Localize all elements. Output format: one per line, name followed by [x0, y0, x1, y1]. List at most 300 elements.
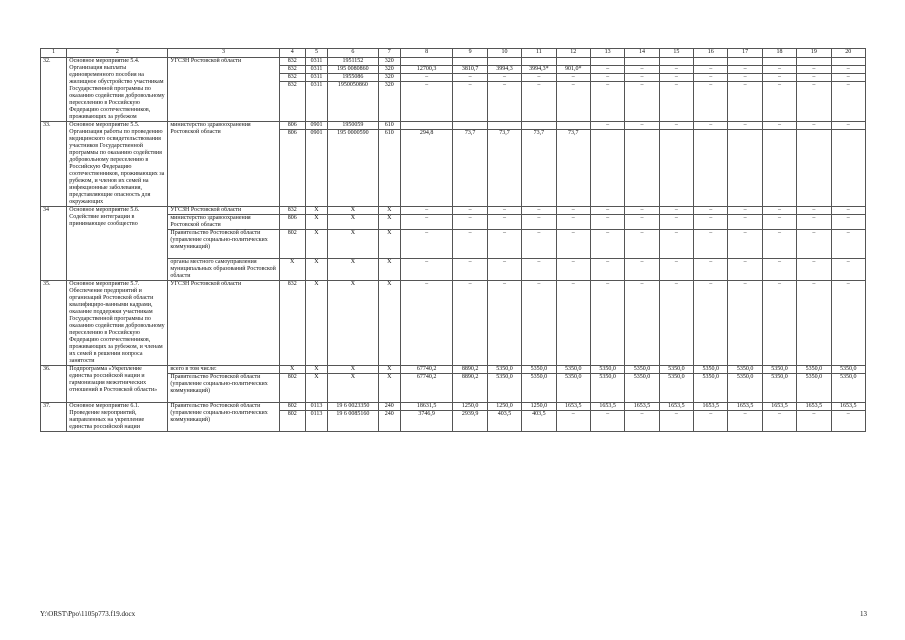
amount-value: – [778, 207, 781, 213]
c5-value: X [306, 373, 327, 402]
value-cell [400, 122, 453, 207]
value-cell [556, 366, 590, 403]
amount-value: 5350,0 [702, 366, 719, 372]
amount-value: 5350,0 [557, 373, 590, 402]
value-cell [762, 122, 796, 207]
value-cell [728, 207, 762, 281]
amount-value: – [640, 122, 644, 128]
c5-value: X [306, 258, 327, 280]
row-number: 36. [41, 366, 67, 403]
amount-value: – [625, 229, 658, 258]
amount-value: 1250,0 [496, 403, 513, 409]
amount-value: 5350,0 [728, 373, 761, 402]
value-cell [762, 58, 796, 122]
amount-value: 73,7 [453, 129, 486, 137]
amount-value: – [694, 214, 727, 229]
amount-value: 8890,2 [461, 366, 479, 372]
c6-value: X [350, 366, 356, 372]
c7-value: X [379, 258, 400, 280]
amount-value [593, 58, 622, 65]
value-cell [762, 207, 796, 281]
c7-value: 240 [384, 403, 394, 409]
value-cell [625, 58, 659, 122]
amount-value: – [522, 73, 555, 81]
row-number: 33. [41, 122, 67, 207]
value-cell [487, 403, 521, 432]
value-cell [659, 122, 693, 207]
value-cell [831, 58, 865, 122]
amount-value: – [832, 229, 865, 258]
table-body [41, 49, 866, 432]
amount-value: – [694, 65, 727, 73]
amount-value: – [832, 81, 865, 89]
amount-value [524, 58, 553, 65]
column-header: 2 [67, 49, 168, 58]
c6-value: 19 6 0023350 [336, 403, 370, 409]
amount-value: – [625, 65, 658, 73]
value-cell [487, 58, 521, 122]
amount-value: 73,7 [522, 129, 555, 137]
amount-value: – [728, 214, 761, 229]
amount-value: – [591, 410, 624, 418]
amount-value: – [660, 81, 693, 89]
value-cell: – [487, 281, 521, 366]
amount-value: – [674, 207, 678, 213]
value-cell [728, 403, 762, 432]
c4-value: 802 [287, 403, 297, 409]
amount-value: – [606, 122, 610, 128]
value-cell [831, 122, 865, 207]
amount-value [591, 129, 624, 137]
column-header: 15 [659, 49, 693, 58]
stacked-cell [378, 58, 400, 122]
page-number: 13 [860, 610, 867, 618]
value-cell [625, 122, 659, 207]
amount-value [763, 129, 796, 137]
amount-value [662, 58, 691, 65]
amount-value: 403,5 [522, 410, 555, 418]
amount-value: 73,7 [488, 129, 521, 137]
amount-value: – [797, 258, 830, 280]
stacked-cell [279, 366, 305, 403]
value-cell [453, 58, 487, 122]
amount-value: – [763, 214, 796, 229]
amount-value: 3746,9 [401, 410, 453, 418]
value-cell [625, 366, 659, 403]
value-cell: – [590, 281, 624, 366]
c6-value: 195 0080860 [328, 65, 378, 73]
column-header: 16 [694, 49, 728, 58]
c5-value: 0311 [306, 73, 327, 81]
c5-value: 0311 [306, 81, 327, 89]
c4-value: 806 [280, 129, 305, 137]
value-cell: – [797, 281, 831, 366]
amount-value: – [401, 73, 453, 81]
amount-value: – [591, 214, 624, 229]
value-cell [831, 403, 865, 432]
column-header: 19 [797, 49, 831, 58]
value-cell [556, 207, 590, 281]
c6-value: X [328, 229, 378, 258]
amount-value: – [425, 207, 429, 213]
amount-value: – [812, 207, 816, 213]
amount-value: – [571, 207, 575, 213]
amount-value: – [488, 81, 521, 89]
amount-value: – [625, 410, 658, 418]
amount-value: – [557, 73, 590, 81]
column-header: 6 [328, 49, 379, 58]
activity-title: Основное мероприятие 5.4. Организация выплаты единовременного пособия на жилищное обустройство участникам Государственной программы по оказанию содействия добровольному переселению в Российскую Федерацию соотечественников, проживающих за рубежом [67, 58, 168, 122]
stacked-cell [378, 207, 400, 281]
stacked-cell [305, 58, 327, 122]
amount-value: – [743, 207, 747, 213]
amount-value: – [694, 258, 727, 280]
amount-value: – [557, 229, 590, 258]
c5-value: 0901 [310, 122, 323, 128]
amount-value [559, 122, 588, 129]
c7-value: 240 [379, 410, 400, 418]
amount-value [730, 58, 759, 65]
value-cell: – [659, 281, 693, 366]
executor-cell [168, 207, 279, 281]
amount-value: 1653,5 [702, 403, 719, 409]
amount-value: 5350,0 [797, 373, 830, 402]
amount-value: 3994,3 [488, 65, 521, 73]
column-header: 8 [400, 49, 453, 58]
amount-value: 5350,0 [832, 373, 865, 402]
amount-value [490, 58, 519, 65]
value-cell: – [694, 281, 728, 366]
activity-title: Основное мероприятие 6.1. Проведение мероприятий, направленных на укрепление единства российской нации [67, 403, 168, 432]
stacked-cell [378, 403, 400, 432]
c5-value: 0901 [306, 129, 327, 137]
amount-value: – [591, 258, 624, 280]
amount-value [797, 129, 830, 137]
amount-value: 5350,0 [660, 373, 693, 402]
column-header: 17 [728, 49, 762, 58]
amount-value: – [401, 81, 453, 89]
value-cell [762, 366, 796, 403]
value-cell [400, 207, 453, 281]
value-cell [522, 403, 556, 432]
executor-cell: Правительство Ростовской области (управление социально-политических коммуникаций) [168, 403, 279, 432]
c4-value: 832 [280, 65, 305, 73]
amount-value: 1653,5 [599, 403, 616, 409]
amount-value: 8890,2 [453, 373, 486, 402]
stacked-cell [279, 58, 305, 122]
amount-value: – [674, 122, 678, 128]
stacked-cell [328, 122, 379, 207]
column-header: 11 [522, 49, 556, 58]
amount-value: – [694, 81, 727, 89]
amount-value: – [660, 258, 693, 280]
stacked-cell [328, 403, 379, 432]
value-cell: – [400, 281, 453, 366]
amount-value: – [832, 258, 865, 280]
value-cell [831, 207, 865, 281]
amount-value: – [846, 122, 850, 128]
amount-value: – [557, 258, 590, 280]
row-number: 35. [41, 281, 67, 366]
amount-value: 5350,0 [694, 373, 727, 402]
amount-value: – [797, 214, 830, 229]
stacked-cell [305, 207, 327, 281]
table-row [41, 58, 866, 122]
amount-value: – [660, 214, 693, 229]
amount-value: – [797, 65, 830, 73]
activity-title: Основное мероприятие 5.7. Обеспечение предприятий и организаций Ростовской области квалифициро-ванными кадрами, оказание поддержки участникам Государственной программы по оказанию содействия добровольному переселению в Российскую Федерацию соотечественников, проживающих за рубежом, и членам их семей в решении вопроса занятости [67, 281, 168, 366]
value-cell: – [831, 281, 865, 366]
column-header: 18 [762, 49, 796, 58]
amount-value: 294,8 [401, 129, 453, 137]
amount-value: – [557, 410, 590, 418]
amount-value: 5350,0 [565, 366, 582, 372]
c4-value: 806 [287, 122, 297, 128]
amount-value: 67740,2 [416, 366, 437, 372]
c6-value: X [350, 207, 356, 213]
c5-value: X [306, 229, 327, 258]
value-cell [590, 403, 624, 432]
amount-value: 901,0* [557, 65, 590, 73]
amount-value: – [797, 73, 830, 81]
amount-value: – [763, 258, 796, 280]
c6-value: 19 6 0085160 [328, 410, 378, 418]
amount-value: – [743, 122, 747, 128]
value-cell [522, 122, 556, 207]
value-cell [400, 58, 453, 122]
value-cell: – [453, 281, 487, 366]
amount-value: 2939,9 [453, 410, 486, 418]
amount-value: 5350,0 [599, 366, 616, 372]
amount-value: – [488, 73, 521, 81]
amount-value: – [660, 229, 693, 258]
amount-value: – [728, 258, 761, 280]
value-cell [487, 366, 521, 403]
c6-value: X [328, 258, 378, 280]
amount-value: – [401, 214, 453, 229]
amount-value: – [488, 258, 521, 280]
amount-value [625, 129, 658, 137]
amount-value: 5350,0 [496, 366, 513, 372]
amount-value: – [728, 229, 761, 258]
amount-value: – [522, 229, 555, 258]
stacked-cell [328, 207, 379, 281]
amount-value [728, 129, 761, 137]
column-header: 13 [590, 49, 624, 58]
activity-title: Подпрограмма «Укрепление единства российской нации и гармонизация межэтнических отношений в Ростовской области» [67, 366, 168, 403]
amount-value: – [728, 73, 761, 81]
c7-value: 320 [384, 58, 394, 64]
amount-value: – [591, 73, 624, 81]
amount-value: 1653,5 [736, 403, 754, 409]
amount-value: – [625, 81, 658, 89]
amount-value: – [453, 81, 486, 89]
c4-value: 806 [280, 214, 305, 229]
amount-value: – [728, 65, 761, 73]
amount-value: 1653,5 [633, 403, 651, 409]
amount-value: 5350,0 [763, 373, 796, 402]
amount-value: – [797, 229, 830, 258]
value-cell [590, 207, 624, 281]
value-cell [556, 58, 590, 122]
c5-value: X [314, 366, 319, 372]
amount-value: – [763, 81, 796, 89]
value-cell [797, 122, 831, 207]
amount-value: 5350,0 [530, 366, 548, 372]
amount-value: – [846, 207, 850, 213]
executor-cell: УГСЗН Ростовской области [168, 281, 279, 366]
value-cell [522, 366, 556, 403]
value-cell [556, 403, 590, 432]
executor-name: Правительство Ростовской области (управление социально-политических коммуникаций) [168, 373, 278, 402]
value-cell [453, 403, 487, 432]
c5-value: 0311 [306, 65, 327, 73]
c4-value: X [280, 258, 305, 280]
stacked-cell [305, 403, 327, 432]
column-header: 14 [625, 49, 659, 58]
amount-value: – [522, 214, 555, 229]
stacked-cell [279, 403, 305, 432]
amount-value [799, 58, 828, 65]
c7-value: X [379, 229, 400, 258]
c5-value: X [306, 214, 327, 229]
value-cell [487, 122, 521, 207]
c4-value: X [290, 366, 295, 372]
amount-value: – [453, 258, 486, 280]
amount-value: – [832, 410, 865, 418]
amount-value: – [453, 73, 486, 81]
amount-value: – [728, 81, 761, 89]
amount-value: – [797, 410, 830, 418]
row-number: 34 [41, 207, 67, 281]
amount-value: 5350,0 [805, 366, 823, 372]
stacked-cell [279, 122, 305, 207]
amount-value: 5350,0 [625, 373, 658, 402]
amount-value: 1653,5 [565, 403, 582, 409]
code-cell: 832 [279, 281, 305, 366]
value-cell [797, 58, 831, 122]
c4-value: 802 [280, 229, 305, 258]
amount-value: – [625, 73, 658, 81]
value-cell [694, 207, 728, 281]
amount-value: – [694, 410, 727, 418]
amount-value: 3810,7 [453, 65, 486, 73]
amount-value [455, 122, 484, 129]
c6-value: 1950050860 [328, 81, 378, 89]
amount-value: 5350,0 [736, 366, 754, 372]
amount-value: 1653,5 [771, 403, 788, 409]
stacked-cell [305, 366, 327, 403]
value-cell: – [522, 281, 556, 366]
value-cell [453, 122, 487, 207]
table-row [41, 281, 866, 366]
amount-value: – [503, 207, 506, 213]
amount-value: – [453, 229, 486, 258]
column-header: 9 [453, 49, 487, 58]
value-cell [659, 403, 693, 432]
stacked-cell [279, 207, 305, 281]
code-cell: X [378, 281, 400, 366]
value-cell [797, 366, 831, 403]
amount-value: – [660, 65, 693, 73]
value-cell: – [625, 281, 659, 366]
executor-name: органы местного самоуправления муниципальных образований Ростовской области [168, 258, 278, 280]
value-cell [694, 58, 728, 122]
amount-value [524, 122, 553, 129]
amount-value: 3994,3* [522, 65, 555, 73]
amount-value: – [763, 229, 796, 258]
amount-value: – [832, 214, 865, 229]
value-cell [831, 366, 865, 403]
c7-value: 610 [379, 129, 400, 137]
amount-value: – [557, 81, 590, 89]
amount-value [694, 129, 727, 137]
executor-cell: министерство здравоохранения Ростовской области [168, 122, 279, 207]
c7-value: X [379, 373, 400, 402]
executor-name: Правительство Ростовской области (управление социально-политических коммуникаций) [168, 229, 278, 258]
value-cell [659, 366, 693, 403]
amount-value: – [557, 214, 590, 229]
value-cell [694, 403, 728, 432]
value-cell [728, 58, 762, 122]
value-cell [400, 403, 453, 432]
row-number: 32. [41, 58, 67, 122]
column-header: 5 [305, 49, 327, 58]
budget-table-container [40, 48, 866, 432]
executor-cell [168, 366, 279, 403]
amount-value: 5350,0 [771, 366, 788, 372]
c7-value: X [387, 207, 392, 213]
amount-value: 1653,5 [668, 403, 685, 409]
stacked-cell [378, 122, 400, 207]
c4-value: 802 [280, 373, 305, 402]
value-cell [728, 366, 762, 403]
stacked-cell [328, 58, 379, 122]
amount-value: – [468, 207, 472, 213]
stacked-cell [378, 366, 400, 403]
value-cell [797, 207, 831, 281]
value-cell [522, 207, 556, 281]
amount-value: 5350,0 [633, 366, 651, 372]
amount-value: – [832, 73, 865, 81]
c7-value: 610 [384, 122, 394, 128]
amount-value: – [453, 214, 486, 229]
c5-value: 0113 [306, 410, 327, 418]
c6-value: 1951152 [342, 58, 364, 64]
amount-value: – [709, 207, 713, 213]
amount-value: – [812, 122, 816, 128]
amount-value [832, 129, 865, 137]
table-header-row [41, 49, 866, 58]
value-cell [590, 58, 624, 122]
c4-value: 832 [287, 58, 297, 64]
c4-value: 832 [280, 73, 305, 81]
amount-value: – [832, 65, 865, 73]
amount-value: – [591, 81, 624, 89]
c4-value: 832 [287, 207, 297, 213]
amount-value: – [728, 410, 761, 418]
amount-value [559, 58, 588, 65]
amount-value: – [401, 258, 453, 280]
executor-name: министерство здравоохранения Ростовской области [168, 214, 278, 229]
amount-value: – [778, 122, 781, 128]
c5-value: 0113 [310, 403, 323, 409]
c7-value: X [387, 366, 392, 372]
value-cell: – [728, 281, 762, 366]
amount-value: 1250,0 [530, 403, 548, 409]
executor-name: всего в том числе: [170, 366, 217, 372]
c4-value: 802 [280, 410, 305, 418]
